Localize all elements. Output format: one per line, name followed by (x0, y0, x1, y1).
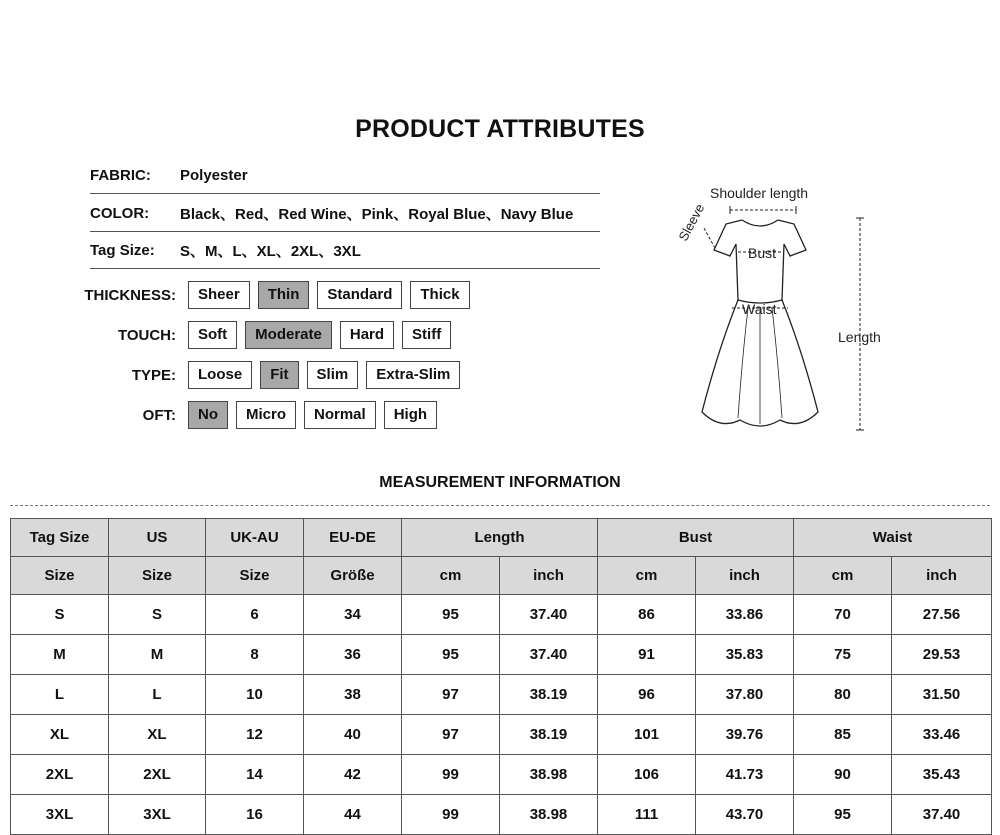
table-cell: 85 (794, 715, 892, 755)
header-us: US (109, 519, 206, 557)
oft-option-no: No (188, 401, 228, 429)
touch-row (60, 320, 451, 350)
table-row (11, 675, 992, 715)
thickness-option-standard: Standard (317, 281, 402, 309)
table-cell: 37.40 (500, 635, 598, 675)
table-cell: 96 (598, 675, 696, 715)
table-cell: 33.46 (892, 715, 992, 755)
thickness-options (188, 281, 470, 309)
table-cell: 106 (598, 755, 696, 795)
subheader-cell: Size (11, 557, 109, 595)
table-cell: XL (11, 715, 109, 755)
table-cell: 95 (794, 795, 892, 835)
table-cell: 75 (794, 635, 892, 675)
tag-size-row (90, 232, 600, 269)
subheader-cell: cm (402, 557, 500, 595)
table-cell: 38.98 (500, 755, 598, 795)
table-cell: 70 (794, 595, 892, 635)
thickness-option-thin: Thin (258, 281, 310, 309)
fabric-label: FABRIC: (90, 166, 151, 184)
table-subheader-row (11, 557, 992, 595)
table-cell: 39.76 (696, 715, 794, 755)
fabric-row (90, 157, 600, 193)
table-cell: 43.70 (696, 795, 794, 835)
table-cell: 2XL (11, 755, 109, 795)
type-option-loose: Loose (188, 361, 252, 389)
left-sleeve-shape (714, 220, 742, 256)
table-cell: 35.83 (696, 635, 794, 675)
table-cell: 3XL (109, 795, 206, 835)
table-cell: L (109, 675, 206, 715)
thickness-label: THICKNESS: (84, 286, 176, 304)
right-sleeve-shape (778, 220, 806, 256)
subheader-cell: Size (109, 557, 206, 595)
touch-option-soft: Soft (188, 321, 237, 349)
table-cell: 86 (598, 595, 696, 635)
sleeve-line (704, 228, 716, 250)
touch-option-moderate: Moderate (245, 321, 332, 349)
table-cell: 6 (206, 595, 304, 635)
table-row (11, 715, 992, 755)
table-cell: 12 (206, 715, 304, 755)
type-options (188, 361, 460, 389)
table-cell: 40 (304, 715, 402, 755)
oft-option-normal: Normal (304, 401, 376, 429)
sleeve-label: Sleeve (675, 201, 708, 244)
table-cell: 37.40 (500, 595, 598, 635)
tag-size-label: Tag Size: (90, 241, 155, 259)
thickness-option-sheer: Sheer (188, 281, 250, 309)
thickness-row (60, 280, 470, 310)
oft-option-micro: Micro (236, 401, 296, 429)
touch-option-hard: Hard (340, 321, 394, 349)
table-cell: 36 (304, 635, 402, 675)
table-cell: 111 (598, 795, 696, 835)
header-length: Length (402, 519, 598, 557)
table-cell: 95 (402, 635, 500, 675)
table-row (11, 635, 992, 675)
thickness-option-thick: Thick (410, 281, 469, 309)
subheader-cell: cm (598, 557, 696, 595)
oft-label: OFT: (142, 406, 176, 424)
length-label: Length (838, 329, 881, 345)
page-title: PRODUCT ATTRIBUTES (355, 115, 645, 143)
table-cell: 38.98 (500, 795, 598, 835)
table-cell: S (11, 595, 109, 635)
table-cell: 38.19 (500, 675, 598, 715)
section-divider (10, 505, 990, 506)
oft-row (60, 400, 437, 430)
table-cell: 8 (206, 635, 304, 675)
table-cell: 37.80 (696, 675, 794, 715)
type-option-extra-slim: Extra-Slim (366, 361, 460, 389)
subheader-cell: inch (696, 557, 794, 595)
type-row (60, 360, 460, 390)
table-cell: 101 (598, 715, 696, 755)
touch-label: TOUCH: (117, 326, 176, 344)
header-uk-au: UK-AU (206, 519, 304, 557)
table-cell: 16 (206, 795, 304, 835)
fabric-value: Polyester (180, 166, 248, 184)
table-cell: 38.19 (500, 715, 598, 755)
subheader-cell: cm (794, 557, 892, 595)
type-option-fit: Fit (260, 361, 298, 389)
color-label: COLOR: (90, 204, 150, 222)
header-eu-de: EU-DE (304, 519, 402, 557)
table-cell: XL (109, 715, 206, 755)
table-cell: 38 (304, 675, 402, 715)
tag-size-value: S、M、L、XL、2XL、3XL (180, 242, 361, 260)
table-cell: 91 (598, 635, 696, 675)
neckline-shape (742, 220, 778, 226)
table-cell: 3XL (11, 795, 109, 835)
type-option-slim: Slim (307, 361, 359, 389)
table-row (11, 755, 992, 795)
table-cell: S (109, 595, 206, 635)
bodice-right-shape (782, 244, 784, 300)
table-cell: 99 (402, 755, 500, 795)
header-tag-size: Tag Size (11, 519, 109, 557)
table-cell: 99 (402, 795, 500, 835)
subheader-cell: Size (206, 557, 304, 595)
table-cell: 42 (304, 755, 402, 795)
waist-label: Waist (742, 301, 777, 317)
table-cell: 29.53 (892, 635, 992, 675)
oft-options (188, 401, 437, 429)
measurement-table (10, 518, 992, 835)
table-cell: 95 (402, 595, 500, 635)
table-cell: 97 (402, 715, 500, 755)
table-cell: 14 (206, 755, 304, 795)
table-cell: L (11, 675, 109, 715)
bodice-left-shape (736, 244, 738, 300)
oft-option-high: High (384, 401, 437, 429)
table-cell: 27.56 (892, 595, 992, 635)
header-waist: Waist (794, 519, 992, 557)
touch-option-stiff: Stiff (402, 321, 451, 349)
table-cell: 80 (794, 675, 892, 715)
shoulder-length-label: Shoulder length (710, 185, 809, 201)
table-cell: 37.40 (892, 795, 992, 835)
measurement-title: MEASUREMENT INFORMATION (379, 474, 621, 491)
table-cell: 34 (304, 595, 402, 635)
subheader-cell: inch (892, 557, 992, 595)
table-row (11, 795, 992, 835)
table-cell: M (109, 635, 206, 675)
subheader-cell: inch (500, 557, 598, 595)
type-label: TYPE: (131, 366, 176, 384)
table-cell: 41.73 (696, 755, 794, 795)
table-cell: 31.50 (892, 675, 992, 715)
table-cell: 90 (794, 755, 892, 795)
table-header-row (11, 519, 992, 557)
table-cell: 44 (304, 795, 402, 835)
color-row (90, 195, 600, 232)
table-cell: 33.86 (696, 595, 794, 635)
table-cell: 35.43 (892, 755, 992, 795)
table-cell: 97 (402, 675, 500, 715)
table-body (11, 595, 992, 835)
subheader-cell: Größe (304, 557, 402, 595)
table-row (11, 595, 992, 635)
color-value: Black、Red、Red Wine、Pink、Royal Blue、Navy Blue (180, 205, 574, 223)
dress-measurement-diagram (660, 180, 920, 440)
table-cell: 10 (206, 675, 304, 715)
header-bust: Bust (598, 519, 794, 557)
table-cell: M (11, 635, 109, 675)
bust-label: Bust (748, 245, 777, 261)
touch-options (188, 321, 451, 349)
table-cell: 2XL (109, 755, 206, 795)
